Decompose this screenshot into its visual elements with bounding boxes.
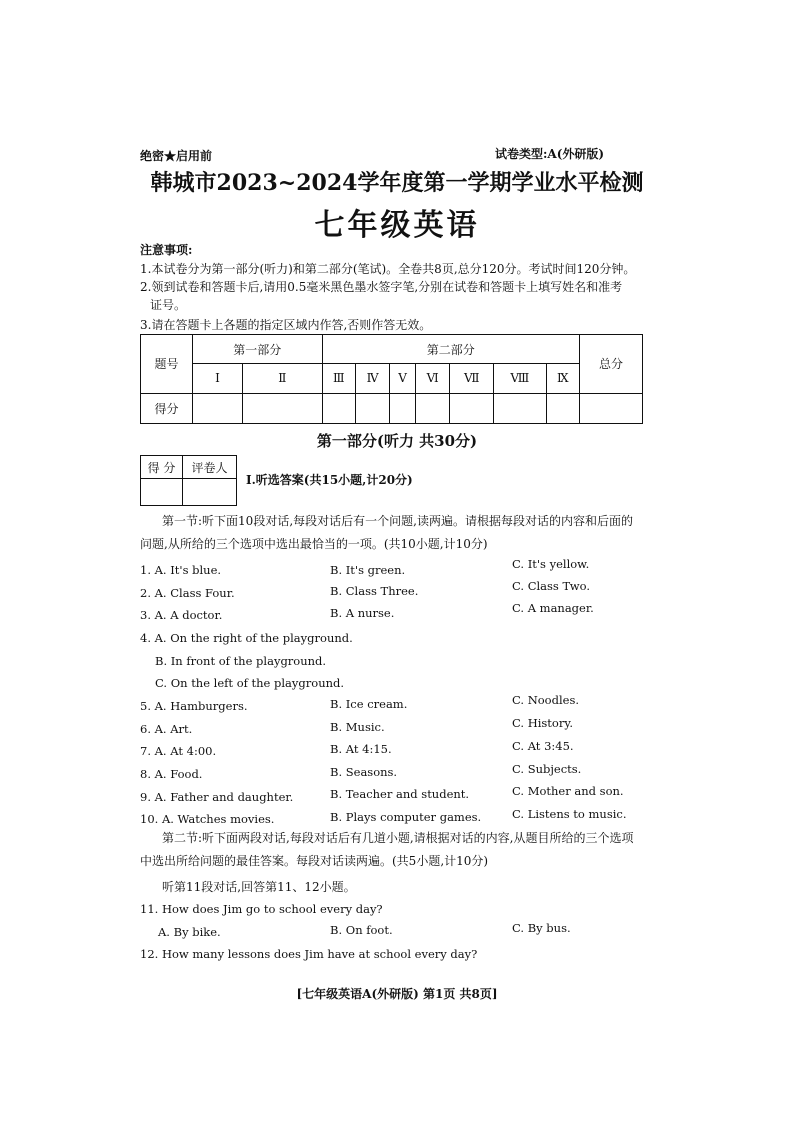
- note-item: 证号。: [150, 298, 187, 312]
- section2-intro: 中选出所给问题的最佳答案。每段对话读两遍。(共5小题,计10分): [140, 854, 489, 868]
- paper-type-label: 试卷类型:A(外研版): [495, 147, 605, 161]
- roman-3: Ⅲ: [322, 364, 355, 393]
- q10-option-b: B. Plays computer games.: [330, 810, 482, 824]
- q12-stem: 12. How many lessons does Jim have at school every day?: [140, 947, 478, 961]
- q9-option-b: B. Teacher and student.: [330, 787, 470, 801]
- grader-reviewer-cell[interactable]: [183, 479, 237, 506]
- grader-reviewer-label: 评卷人: [183, 456, 237, 479]
- roman-1: Ⅰ: [193, 364, 243, 393]
- section1-intro: 问题,从所给的三个选项中选出最恰当的一项。(共10小题,计10分): [140, 537, 488, 551]
- q9-option-c: C. Mother and son.: [512, 784, 624, 798]
- q8-option-a: 8. A. Food.: [140, 767, 203, 781]
- q11-option-a: A. By bike.: [158, 925, 221, 939]
- roman-7: Ⅶ: [450, 364, 494, 393]
- q1-option-b: B. It's green.: [330, 563, 406, 577]
- q2-option-b: B. Class Three.: [330, 584, 419, 598]
- exam-title: 韩城市2023~2024学年度第一学期学业水平检测: [150, 170, 644, 196]
- section1-intro: 第一节:听下面10段对话,每段对话后有一个问题,读两遍。请根据每段对话的内容和后面的: [162, 514, 633, 528]
- roman-5: Ⅴ: [390, 364, 416, 393]
- roman-9: Ⅸ: [546, 364, 579, 393]
- part1-title: 第一部分(听力 共30分): [316, 432, 478, 450]
- q10-option-a: 10. A. Watches movies.: [140, 812, 275, 826]
- q6-option-c: C. History.: [512, 716, 573, 730]
- note-item: 1.本试卷分为第一部分(听力)和第二部分(笔试)。全卷共8页,总分120分。考试时间120分钟。: [140, 262, 636, 276]
- part1-header: 第一部分: [193, 335, 323, 364]
- grader-score-cell[interactable]: [141, 479, 183, 506]
- roman-6: Ⅵ: [415, 364, 450, 393]
- q5-option-c: C. Noodles.: [512, 693, 580, 707]
- grader-box: [140, 455, 237, 506]
- q3-option-b: B. A nurse.: [330, 606, 395, 620]
- roman-4: Ⅳ: [355, 364, 389, 393]
- q2-option-c: C. Class Two.: [512, 579, 590, 593]
- q6-option-b: B. Music.: [330, 720, 385, 734]
- q11-option-c: C. By bus.: [512, 921, 571, 935]
- score-cell[interactable]: [322, 393, 355, 423]
- score-cell[interactable]: [390, 393, 416, 423]
- q1-option-c: C. It's yellow.: [512, 557, 590, 571]
- q1-option-a: 1. A. It's blue.: [140, 563, 222, 577]
- q11-stem: 11. How does Jim go to school every day?: [140, 902, 383, 916]
- q8-option-b: B. Seasons.: [330, 765, 398, 779]
- q4-option-a: 4. A. On the right of the playground.: [140, 631, 353, 645]
- part2-header: 第二部分: [322, 335, 579, 364]
- score-cell[interactable]: [415, 393, 450, 423]
- q4-option-c: C. On the left of the playground.: [155, 676, 345, 690]
- q7-option-b: B. At 4:15.: [330, 742, 392, 756]
- roman-2: Ⅱ: [243, 364, 323, 393]
- confidential-label: 绝密★启用前: [140, 149, 213, 163]
- q5-option-b: B. Ice cream.: [330, 697, 408, 711]
- section2-intro: 第二节:听下面两段对话,每段对话后有几道小题,请根据对话的内容,从题目所给的三个选项: [162, 831, 634, 845]
- score-cell[interactable]: [494, 393, 547, 423]
- score-cell[interactable]: [243, 393, 323, 423]
- note-item: 2.领到试卷和答题卡后,请用0.5毫米黑色墨水签字笔,分别在试卷和答题卡上填写姓名和准考: [140, 280, 623, 294]
- roman-8: Ⅷ: [494, 364, 547, 393]
- q7-option-c: C. At 3:45.: [512, 739, 574, 753]
- q5-option-a: 5. A. Hamburgers.: [140, 699, 248, 713]
- q2-option-a: 2. A. Class Four.: [140, 586, 235, 600]
- score-cell[interactable]: [355, 393, 389, 423]
- total-score-cell[interactable]: [580, 393, 643, 423]
- question-number-header: 题号: [141, 335, 193, 394]
- score-table: [140, 334, 643, 424]
- score-cell[interactable]: [450, 393, 494, 423]
- q11-option-b: B. On foot.: [330, 923, 393, 937]
- note-item: 3.请在答题卡上各题的指定区域内作答,否则作答无效。: [140, 318, 432, 332]
- score-cell[interactable]: [193, 393, 243, 423]
- dialogue11-instruction: 听第11段对话,回答第11、12小题。: [162, 880, 356, 894]
- q3-option-c: C. A manager.: [512, 601, 594, 615]
- notes-heading: 注意事项:: [140, 243, 193, 257]
- q3-option-a: 3. A. A doctor.: [140, 608, 223, 622]
- q10-option-c: C. Listens to music.: [512, 807, 627, 821]
- q7-option-a: 7. A. At 4:00.: [140, 744, 217, 758]
- section-title: Ⅰ.听选答案(共15小题,计20分): [246, 473, 413, 487]
- q8-option-c: C. Subjects.: [512, 762, 582, 776]
- total-header: 总分: [580, 335, 643, 394]
- score-row-label: 得分: [141, 393, 193, 423]
- q9-option-a: 9. A. Father and daughter.: [140, 790, 294, 804]
- subject-title: 七年级英语: [314, 208, 480, 243]
- grader-score-label: 得 分: [141, 456, 183, 479]
- q6-option-a: 6. A. Art.: [140, 722, 193, 736]
- q4-option-b: B. In front of the playground.: [155, 654, 327, 668]
- page-footer: [七年级英语A(外研版) 第1页 共8页]: [296, 987, 498, 1001]
- score-cell[interactable]: [546, 393, 579, 423]
